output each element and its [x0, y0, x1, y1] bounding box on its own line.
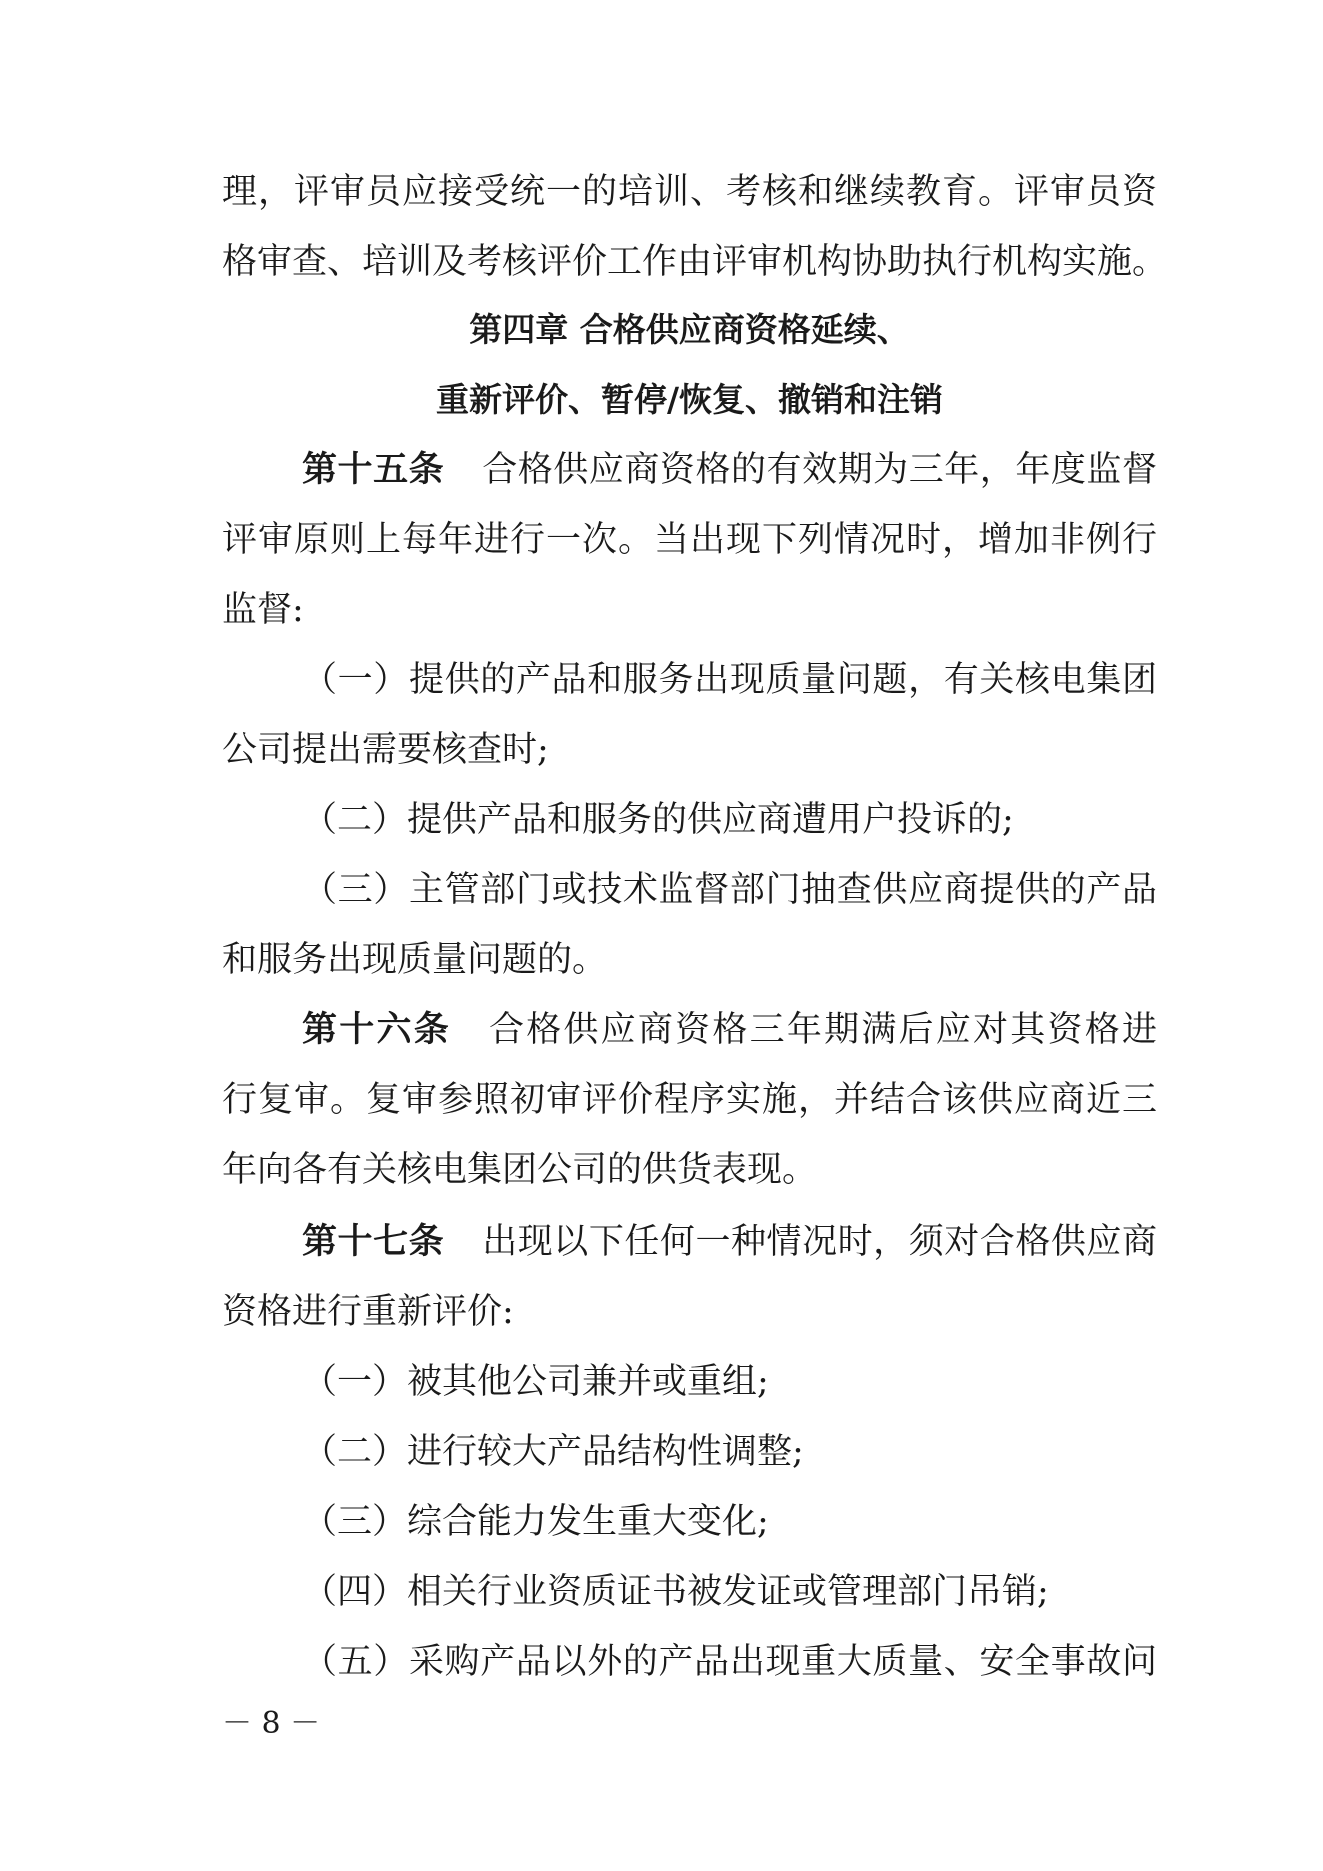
- article-17-first-line: [302, 1220, 1157, 1264]
- paragraph-line: 格审查、培训及考核评价工作由评审机构协助执行机构实施。: [222, 242, 1168, 282]
- article-15-number: 第十五条: [302, 450, 445, 490]
- article-15-first-line: [302, 448, 1157, 492]
- paragraph-line: 年向各有关核电集团公司的供货表现。: [222, 1150, 818, 1190]
- article-16-first-line: [302, 1008, 1157, 1052]
- list-item: （四）相关行业资质证书被发证或管理部门吊销;: [302, 1572, 1049, 1612]
- list-item: （二）提供产品和服务的供应商遭用户投诉的;: [302, 800, 1014, 840]
- list-item: （二）进行较大产品结构性调整;: [302, 1432, 804, 1472]
- list-item: （一）被其他公司兼并或重组;: [302, 1362, 769, 1402]
- chapter-title-line-1: 第四章 合格供应商资格延续、: [469, 310, 910, 349]
- paragraph-line: 评审原则上每年进行一次。当出现下列情况时，增加非例行: [222, 520, 1157, 560]
- page-number: － 8 －: [222, 1706, 321, 1741]
- list-item: （一）提供的产品和服务出现质量问题，有关核电集团: [302, 660, 1157, 700]
- article-16-text: 合格供应商资格三年期满后应对其资格进: [488, 1010, 1157, 1050]
- list-item: （五）采购产品以外的产品出现重大质量、安全事故问: [302, 1642, 1157, 1682]
- article-16-number: 第十六条: [302, 1010, 451, 1050]
- article-15-text: 合格供应商资格的有效期为三年，年度监督: [482, 450, 1157, 490]
- article-17-number: 第十七条: [302, 1222, 445, 1262]
- chapter-title-line-2: 重新评价、暂停/恢复、撤销和注销: [435, 380, 944, 419]
- list-item-continued: 和服务出现质量问题的。: [222, 940, 608, 980]
- paragraph-line: 理，评审员应接受统一的培训、考核和继续教育。评审员资: [222, 172, 1157, 212]
- paragraph-line: 资格进行重新评价:: [222, 1292, 514, 1332]
- paragraph-line: 监督:: [222, 590, 304, 630]
- article-17-text: 出现以下任何一种情况时，须对合格供应商: [482, 1222, 1157, 1262]
- list-item-continued: 公司提出需要核查时;: [222, 730, 549, 770]
- list-item: （三）综合能力发生重大变化;: [302, 1502, 769, 1542]
- list-item: （三）主管部门或技术监督部门抽查供应商提供的产品: [302, 870, 1157, 910]
- paragraph-line: 行复审。复审参照初审评价程序实施，并结合该供应商近三: [222, 1080, 1157, 1120]
